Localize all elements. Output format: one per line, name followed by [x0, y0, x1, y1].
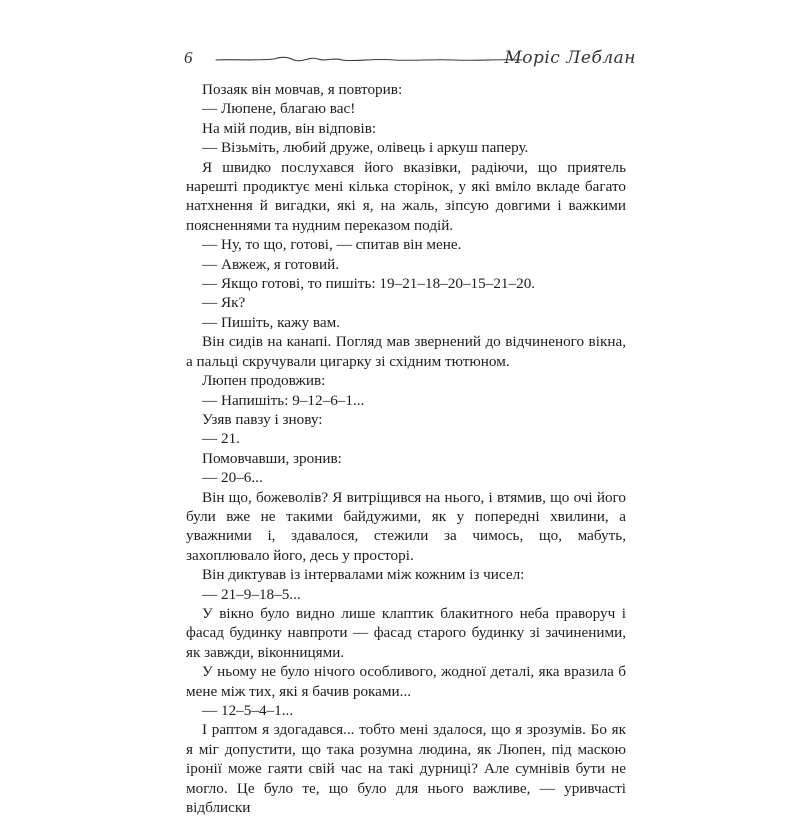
- paragraph: — Візьміть, любий друже, олівець і аркуш паперу.: [202, 139, 529, 157]
- paragraph: — 21.: [202, 430, 240, 448]
- paragraph: У ньому не було нічого особливого, жодної деталі, яка вразила б мене між тих, які я бачив роками...: [186, 663, 626, 700]
- paragraph: На мій подив, він відповів:: [202, 119, 377, 137]
- running-header: [180, 44, 636, 74]
- paragraph: Він сидів на канапі. Погляд мав звернений до відчиненого вікна, а пальці скручували цигарку зі східним тютюном.: [186, 333, 626, 370]
- author-name: Моріс Леблан: [504, 48, 636, 68]
- paragraph: Узяв павзу і знову:: [202, 410, 323, 428]
- paragraph: Позаяк він мовчав, я повторив:: [202, 81, 403, 98]
- paragraph: Він що, божеволів? Я витріщився на нього, і втямив, що очі його були вже не такими байдужими, як у попередні хвилини, а уважними і, здавалося, стежили за чимось, що, мабуть, захоплювало його, десь у просторі.: [186, 488, 626, 564]
- paragraph: — Якщо готові, то пишіть: 19–21–18–20–15–21–20.: [202, 275, 536, 293]
- paragraph: — 20–6...: [202, 469, 263, 487]
- paragraph: Помовчавши, зронив:: [202, 449, 342, 467]
- paragraph: І раптом я здогадався... тобто мені здалося, що я зрозумів. Бо як я міг допустити, що така розумна людина, як Люпен, під маскою іронії може гаяти свій час на такі дурниці? Але сумнівів бути не могло. Це було те, що було для нього важливе, — уривчасті відблиски: [186, 721, 626, 817]
- paragraph: — Напишіть: 9–12–6–1...: [202, 391, 365, 409]
- paragraph: — Авжеж, я готовий.: [202, 255, 340, 273]
- paragraph: — Як?: [202, 294, 246, 312]
- paragraph: — 21–9–18–5...: [202, 585, 301, 603]
- paragraph: Люпен продовжив:: [202, 372, 326, 390]
- paragraph: — Ну, то що, готові, — спитав він мене.: [202, 236, 462, 254]
- paragraph: У вікно було видно лише клаптик блакитного неба праворуч і фасад будинку навпроти — фасад старого будинку зі зачиненими, як завжди, віконницями.: [186, 604, 626, 661]
- paragraph: — Пишіть, кажу вам.: [202, 313, 341, 331]
- body-text: [186, 80, 626, 817]
- paragraph: — 12–5–4–1...: [202, 702, 294, 719]
- paragraph: — Люпене, благаю вас!: [202, 100, 356, 118]
- paragraph: Я швидко послухався його вказівки, радіючи, що приятель нарешті продиктує мені кілька сторінок, у які вміло вкладе багато натхнення й вигадки, які я, на жаль, зіпсую довгими і важкими поясненнями та нудним переказом подій.: [186, 158, 626, 234]
- paragraph: Він диктував із інтервалами між кожним із чисел:: [202, 566, 525, 584]
- decorative-rule: [214, 44, 524, 74]
- page-number: 6: [184, 48, 193, 67]
